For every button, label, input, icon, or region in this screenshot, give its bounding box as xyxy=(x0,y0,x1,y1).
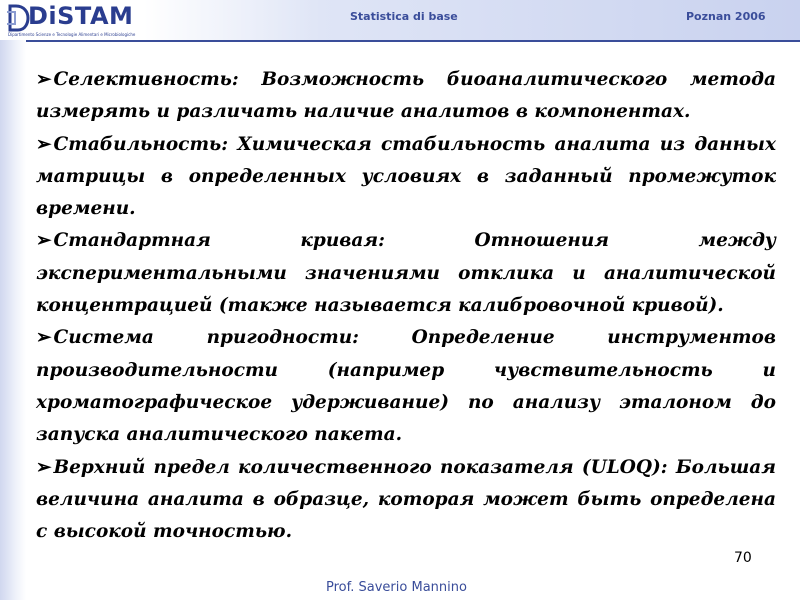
slide-content xyxy=(36,64,776,548)
bullet-item xyxy=(36,322,776,451)
header-location: Poznan 2006 xyxy=(686,10,766,23)
logo-subtitle: Dipartimento Scienze e Tecnologie Alimentari e Microbiologiche xyxy=(8,32,136,37)
footer-author: Prof. Saverio Mannino xyxy=(326,580,467,595)
header-divider xyxy=(0,40,800,42)
bullet-item xyxy=(36,64,776,129)
page-number: 70 xyxy=(734,550,752,566)
slide-header xyxy=(0,0,800,40)
bullet-item xyxy=(36,452,776,549)
bullet-text: Стандартная кривая: Отношения между экспериментальными значениями отклика и аналитической концентрацией (также называется калибровочной кривой). xyxy=(36,230,776,317)
arrow-bullet-icon: ➢ xyxy=(36,133,52,155)
logo-mark-icon xyxy=(6,4,30,34)
arrow-bullet-icon: ➢ xyxy=(36,230,52,252)
arrow-bullet-icon: ➢ xyxy=(36,327,52,349)
bullet-text: Стабильность: Химическая стабильность аналита из данных матрицы в определенных условиях в заданный промежуток времени. xyxy=(36,133,776,220)
bullet-item xyxy=(36,129,776,226)
logo-text: DiSTAM xyxy=(28,2,134,30)
distam-logo xyxy=(6,2,146,38)
bullet-text: Система пригодности: Определение инструментов производительности (например чувствительность и хроматографическое удерживание) по анализу эталоном до запуска аналитического пакета. xyxy=(36,327,776,446)
bullet-item xyxy=(36,225,776,322)
left-decorative-strip xyxy=(0,40,26,600)
arrow-bullet-icon: ➢ xyxy=(36,456,52,478)
header-title: Statistica di base xyxy=(350,10,458,23)
bullet-text: Верхний предел количественного показателя (ULOQ): Большая величина аналита в образце, которая может быть определена с высокой точностью. xyxy=(36,456,776,543)
arrow-bullet-icon: ➢ xyxy=(36,69,52,90)
bullet-text: Селективность: Возможность биоаналитического метода измерять и различать наличие аналитов в компонентах. xyxy=(36,69,776,123)
